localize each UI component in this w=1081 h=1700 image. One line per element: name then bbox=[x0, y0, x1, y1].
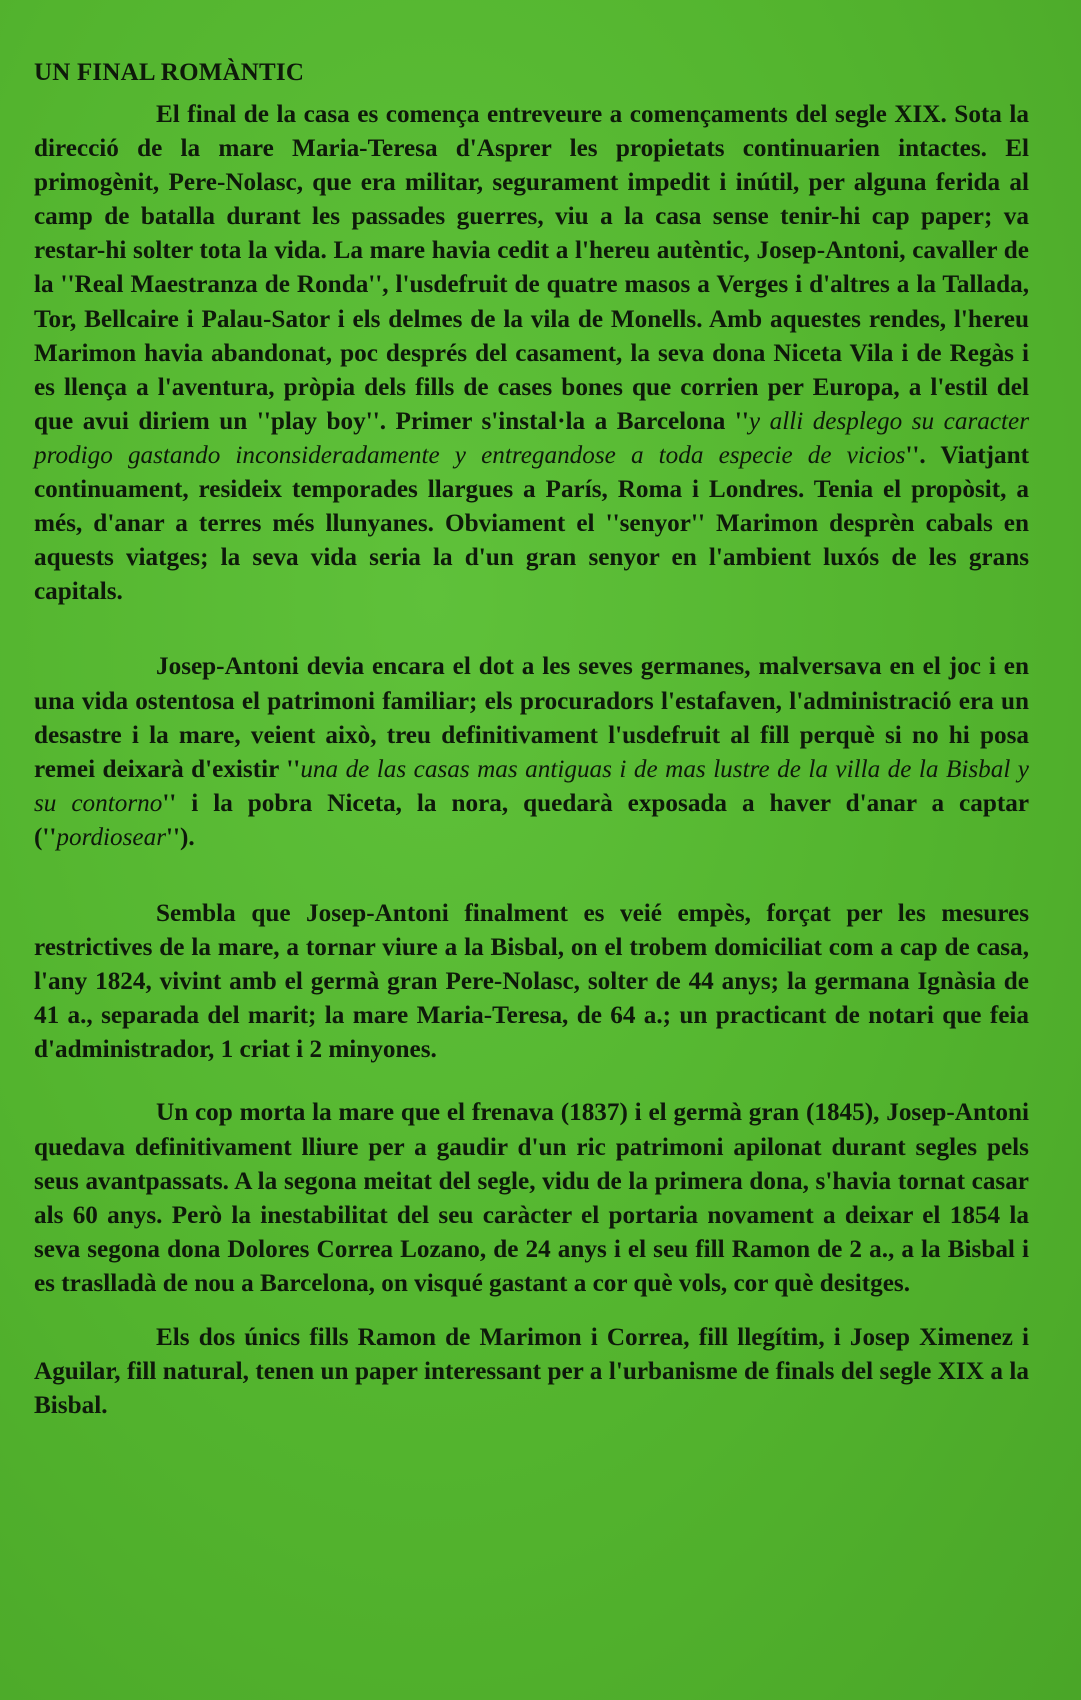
section-title: UN FINAL ROMÀNTIC bbox=[34, 59, 305, 86]
paragraph-4-text: Un cop morta la mare que el frenava (1837) i el germà gran (1845), Josep-Antoni quedava definitivament lliure per a gaudir d'un ric patrimoni apilonat durant segles pels seus avantpassats. A la segona meitat del segle, vidu de la primera dona, s'havia tornat casar als 60 anys. Però la inestabilitat del seu caràcter el portaria novament a deixar el 1854 la seva segona dona Dolores Correa Lozano, de 24 anys i el seu fill Ramon de 2 a., a la Bisbal i es traslladà de nou a Barcelona, on visqué gastant a cor què vols, cor què desitges. bbox=[34, 1099, 1029, 1297]
paragraph-2-text-a: Josep-Antoni devia encara el dot a les seves germanes, malversava en el joc i en una vida ostentosa el patrimoni familiar; els procuradors l'estafaven, l'administració era un desastre i la mare, veient això, treu definitivament l'usdefruit al fill perquè si no hi posa remei deixarà d'existir '' bbox=[34, 653, 1029, 783]
paragraph-2-text-c: ''). bbox=[166, 823, 195, 851]
paragraph-3-text: Sembla que Josep-Antoni finalment es veié empès, forçat per les mesures restrictives de la mare, a tornar viure a la Bisbal, on el trobem domiciliat com a cap de casa, l'any 1824, vivint amb el germà gran Pere-Nolasc, solter de 44 anys; la germana Ignàsia de 41 a., separada del marit; la mare Maria-Teresa, de 64 a.; un practicant de notari que feia d'administrador, 1 criat i 2 minyones. bbox=[34, 899, 1029, 1064]
paragraph-4 bbox=[34, 1096, 1029, 1301]
paragraph-2-quote-word: pordiosear bbox=[56, 823, 167, 851]
paragraph-3 bbox=[34, 897, 1029, 1067]
paragraph-1-quote: y alli desplego su caracter prodigo gastando inconsideradamente y entregandose a toda especie de vicios bbox=[34, 407, 1030, 469]
paragraph-1 bbox=[34, 98, 1029, 609]
paragraph-5 bbox=[34, 1321, 1029, 1423]
paragraph-5-text: Els dos únics fills Ramon de Marimon i Correa, fill llegítim, i Josep Ximenez i Aguilar, fill natural, tenen un paper interessant per a l'urbanisme de finals del segle XIX a la Bisbal. bbox=[34, 1324, 1029, 1420]
paragraph-2 bbox=[34, 650, 1029, 855]
paragraph-1-text-a: El final de la casa es comença entreveure a començaments del segle XIX. Sota la direcció de la mare Maria-Teresa d'Asprer les propietats continuarien intactes. El primogènit, Pere-Nolasc, que era militar, segurament impedit i inútil, per alguna ferida al camp de batalla durant les passades guerres, viu a la casa sense tenir-hi cap paper; va restar-hi solter tota la vida. La mare havia cedit a l'hereu autèntic, Josep-Antoni, cavaller de la ''Real Maestranza de Ronda'', l'usdefruit de quatre masos a Verges i d'altres a la Tallada, Tor, Bellcaire i Palau-Sator i els delmes de la vila de Monells. Amb aquestes rendes, l'hereu Marimon havia abandonat, poc després del casament, la seva dona Niceta Vila i de Regàs i es llença a l'aventura, pròpia dels fills de cases bones que corrien per Europa, a l'estil del que avui diriem un ''play boy''. Primer s'instal·la a Barcelona '' bbox=[34, 101, 1029, 435]
paragraph-2-text-b: '' i la pobra Niceta, la nora, quedarà exposada a haver d'anar a captar ('' bbox=[34, 789, 1030, 851]
paragraph-1-text-b: ''. Viatjant continuament, resideix temporades llargues a París, Roma i Londres. Tenia el propòsit, a més, d'anar a terres més llunyanes. Obviament el ''senyor'' Marimon desprèn cabals en aquests viatges; la seva vida seria la d'un gran senyor en l'ambient luxós de les grans capitals. bbox=[34, 441, 1029, 606]
paragraph-2-quote: una de las casas mas antiguas i de mas lustre de la villa de la Bisbal y su contorno bbox=[34, 755, 1029, 817]
